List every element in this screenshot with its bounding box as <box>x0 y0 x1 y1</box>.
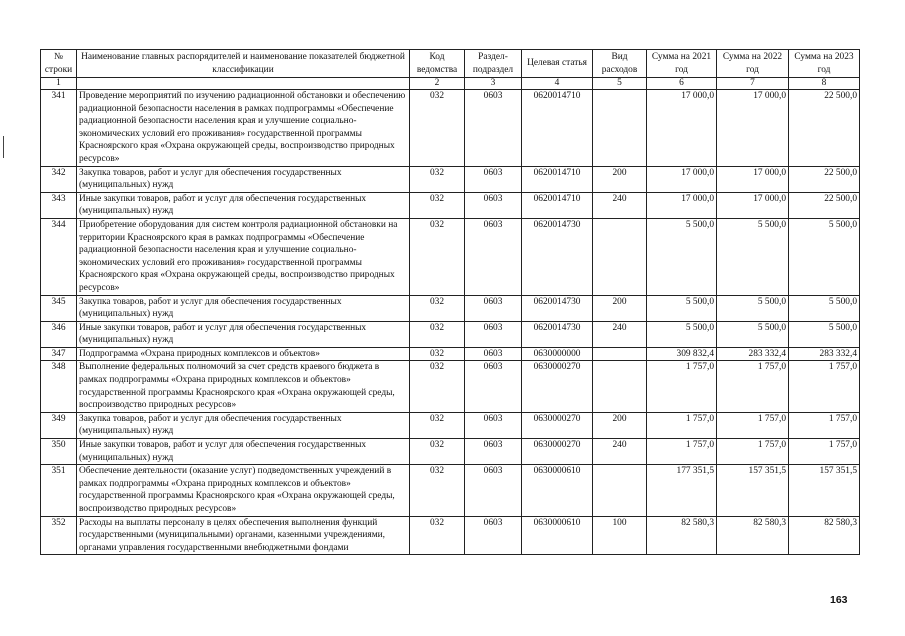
target-item-cell: 0620014730 <box>522 295 593 321</box>
page-number: 163 <box>830 594 848 606</box>
row-name-cell: Иные закупки товаров, работ и услуг для обеспечения государственных (муниципальных) нужд <box>77 321 410 347</box>
row-number-cell: 342 <box>41 166 77 192</box>
section-cell: 0603 <box>465 321 522 347</box>
row-number-cell: 349 <box>41 412 77 438</box>
sum-2023-cell: 22 500,0 <box>789 90 860 167</box>
sum-2022-cell: 17 000,0 <box>717 192 789 218</box>
sum-2023-cell: 5 500,0 <box>789 218 860 295</box>
scan-edge-mark <box>3 136 4 158</box>
target-item-cell: 0620014730 <box>522 321 593 347</box>
column-number <box>77 78 410 90</box>
section-cell: 0603 <box>465 439 522 465</box>
table-row <box>41 192 860 218</box>
row-name-cell: Расходы на выплаты персоналу в целях обеспечения выполнения функций государственными (муниципальными) органами, казенными учреждениями, органами управления государственными внебюджетными фондами <box>77 516 410 555</box>
sum-2023-cell: 1 757,0 <box>789 439 860 465</box>
target-item-cell: 0630000610 <box>522 465 593 516</box>
sum-2023-cell: 22 500,0 <box>789 192 860 218</box>
department-code-cell: 032 <box>410 412 465 438</box>
row-number-cell: 352 <box>41 516 77 555</box>
table-body <box>41 90 860 555</box>
expense-type-cell <box>593 361 647 412</box>
header-name: Наименование главных распорядителей и наименование показателей бюджетной классификации <box>77 50 410 78</box>
target-item-cell: 0630000000 <box>522 347 593 361</box>
row-number-cell: 344 <box>41 218 77 295</box>
table-header <box>41 50 860 90</box>
row-name-cell: Закупка товаров, работ и услуг для обеспечения государственных (муниципальных) нужд <box>77 295 410 321</box>
section-cell: 0603 <box>465 218 522 295</box>
column-number: 5 <box>593 78 647 90</box>
table-row <box>41 516 860 555</box>
sum-2021-cell: 1 757,0 <box>647 412 717 438</box>
table-row <box>41 347 860 361</box>
sum-2023-cell: 5 500,0 <box>789 321 860 347</box>
sum-2022-cell: 5 500,0 <box>717 321 789 347</box>
department-code-cell: 032 <box>410 295 465 321</box>
section-cell: 0603 <box>465 516 522 555</box>
sum-2023-cell: 1 757,0 <box>789 361 860 412</box>
target-item-cell: 0620014710 <box>522 90 593 167</box>
department-code-cell: 032 <box>410 218 465 295</box>
table-row <box>41 321 860 347</box>
section-cell: 0603 <box>465 465 522 516</box>
expense-type-cell <box>593 90 647 167</box>
header-section: Раздел- подраздел <box>465 50 522 78</box>
sum-2022-cell: 157 351,5 <box>717 465 789 516</box>
sum-2021-cell: 17 000,0 <box>647 90 717 167</box>
table-row <box>41 166 860 192</box>
row-number-cell: 341 <box>41 90 77 167</box>
sum-2021-cell: 17 000,0 <box>647 166 717 192</box>
table-row <box>41 465 860 516</box>
department-code-cell: 032 <box>410 465 465 516</box>
row-number-cell: 350 <box>41 439 77 465</box>
target-item-cell: 0620014710 <box>522 192 593 218</box>
sum-2021-cell: 17 000,0 <box>647 192 717 218</box>
expense-type-cell: 240 <box>593 439 647 465</box>
department-code-cell: 032 <box>410 192 465 218</box>
row-name-cell: Иные закупки товаров, работ и услуг для обеспечения государственных (муниципальных) нужд <box>77 439 410 465</box>
header-target-item: Целевая статья <box>522 50 593 78</box>
header-expense-type: Вид расходов <box>593 50 647 78</box>
department-code-cell: 032 <box>410 347 465 361</box>
budget-table-sheet <box>40 49 860 555</box>
row-number-cell: 346 <box>41 321 77 347</box>
sum-2022-cell: 82 580,3 <box>717 516 789 555</box>
sum-2023-cell: 5 500,0 <box>789 295 860 321</box>
target-item-cell: 0630000610 <box>522 516 593 555</box>
sum-2021-cell: 1 757,0 <box>647 361 717 412</box>
row-name-cell: Проведение мероприятий по изучению радиационной обстановки и обеспечению радиационной безопасности населения в рамках подпрограммы «Обеспечение радиационной безопасности населения края и улучшение социально-экономических условий его проживания» государственной программы Красноярского края «Охрана окружающей среды, воспроизводство природных ресурсов» <box>77 90 410 167</box>
column-number: 1 <box>41 78 77 90</box>
table-row <box>41 439 860 465</box>
expense-type-cell: 100 <box>593 516 647 555</box>
row-name-cell: Закупка товаров, работ и услуг для обеспечения государственных (муниципальных) нужд <box>77 166 410 192</box>
row-number-cell: 343 <box>41 192 77 218</box>
sum-2021-cell: 82 580,3 <box>647 516 717 555</box>
section-cell: 0603 <box>465 361 522 412</box>
sum-2023-cell: 1 757,0 <box>789 412 860 438</box>
expense-type-cell: 240 <box>593 192 647 218</box>
expense-type-cell <box>593 347 647 361</box>
column-number: 3 <box>465 78 522 90</box>
target-item-cell: 0620014710 <box>522 166 593 192</box>
department-code-cell: 032 <box>410 90 465 167</box>
target-item-cell: 0630000270 <box>522 361 593 412</box>
header-sum-2022: Сумма на 2022 год <box>717 50 789 78</box>
table-row <box>41 218 860 295</box>
table-row <box>41 412 860 438</box>
sum-2021-cell: 309 832,4 <box>647 347 717 361</box>
expense-type-cell: 200 <box>593 412 647 438</box>
row-name-cell: Иные закупки товаров, работ и услуг для обеспечения государственных (муниципальных) нужд <box>77 192 410 218</box>
column-number: 8 <box>789 78 860 90</box>
row-name-cell: Подпрограмма «Охрана природных комплексов и объектов» <box>77 347 410 361</box>
table-row <box>41 361 860 412</box>
sum-2023-cell: 82 580,3 <box>789 516 860 555</box>
sum-2021-cell: 5 500,0 <box>647 321 717 347</box>
sum-2021-cell: 1 757,0 <box>647 439 717 465</box>
expense-type-cell: 200 <box>593 166 647 192</box>
row-number-cell: 348 <box>41 361 77 412</box>
sum-2022-cell: 283 332,4 <box>717 347 789 361</box>
section-cell: 0603 <box>465 192 522 218</box>
target-item-cell: 0630000270 <box>522 439 593 465</box>
row-name-cell: Обеспечение деятельности (оказание услуг) подведомственных учреждений в рамках подпрограммы «Охрана природных комплексов и объектов» государственной программы Красноярского края «Охрана окружающей среды, воспроизводство природных ресурсов» <box>77 465 410 516</box>
department-code-cell: 032 <box>410 439 465 465</box>
row-number-cell: 351 <box>41 465 77 516</box>
column-number-row <box>41 78 860 90</box>
department-code-cell: 032 <box>410 321 465 347</box>
sum-2022-cell: 1 757,0 <box>717 361 789 412</box>
sum-2023-cell: 283 332,4 <box>789 347 860 361</box>
column-number: 2 <box>410 78 465 90</box>
sum-2022-cell: 17 000,0 <box>717 90 789 167</box>
expense-type-cell <box>593 465 647 516</box>
sum-2023-cell: 22 500,0 <box>789 166 860 192</box>
sum-2021-cell: 177 351,5 <box>647 465 717 516</box>
expense-type-cell <box>593 218 647 295</box>
expense-type-cell: 240 <box>593 321 647 347</box>
target-item-cell: 0620014730 <box>522 218 593 295</box>
section-cell: 0603 <box>465 90 522 167</box>
sum-2022-cell: 17 000,0 <box>717 166 789 192</box>
row-name-cell: Приобретение оборудования для систем контроля радиационной обстановки на территории Красноярского края в рамках подпрограммы «Обеспечение радиационной безопасности населения края и улучшение социально-экономических условий его проживания» государственной программы Красноярского края «Охрана окружающей среды, воспроизводство природных ресурсов» <box>77 218 410 295</box>
section-cell: 0603 <box>465 412 522 438</box>
sum-2022-cell: 1 757,0 <box>717 412 789 438</box>
sum-2022-cell: 5 500,0 <box>717 218 789 295</box>
table-row <box>41 90 860 167</box>
row-number-cell: 347 <box>41 347 77 361</box>
sum-2021-cell: 5 500,0 <box>647 295 717 321</box>
table-row <box>41 295 860 321</box>
row-name-cell: Закупка товаров, работ и услуг для обеспечения государственных (муниципальных) нужд <box>77 412 410 438</box>
section-cell: 0603 <box>465 347 522 361</box>
column-number: 6 <box>647 78 717 90</box>
sum-2023-cell: 157 351,5 <box>789 465 860 516</box>
department-code-cell: 032 <box>410 166 465 192</box>
section-cell: 0603 <box>465 295 522 321</box>
budget-table <box>40 49 860 555</box>
row-number-cell: 345 <box>41 295 77 321</box>
section-cell: 0603 <box>465 166 522 192</box>
column-number: 7 <box>717 78 789 90</box>
column-number: 4 <box>522 78 593 90</box>
sum-2022-cell: 1 757,0 <box>717 439 789 465</box>
header-row-number: № строки <box>41 50 77 78</box>
sum-2021-cell: 5 500,0 <box>647 218 717 295</box>
department-code-cell: 032 <box>410 361 465 412</box>
row-name-cell: Выполнение федеральных полномочий за счет средств краевого бюджета в рамках подпрограммы «Охрана природных комплексов и объектов» государственной программы Красноярского края «Охрана окружающей среды, воспроизводство природных ресурсов» <box>77 361 410 412</box>
header-sum-2023: Сумма на 2023 год <box>789 50 860 78</box>
department-code-cell: 032 <box>410 516 465 555</box>
sum-2022-cell: 5 500,0 <box>717 295 789 321</box>
expense-type-cell: 200 <box>593 295 647 321</box>
header-department-code: Код ведомства <box>410 50 465 78</box>
header-sum-2021: Сумма на 2021 год <box>647 50 717 78</box>
target-item-cell: 0630000270 <box>522 412 593 438</box>
